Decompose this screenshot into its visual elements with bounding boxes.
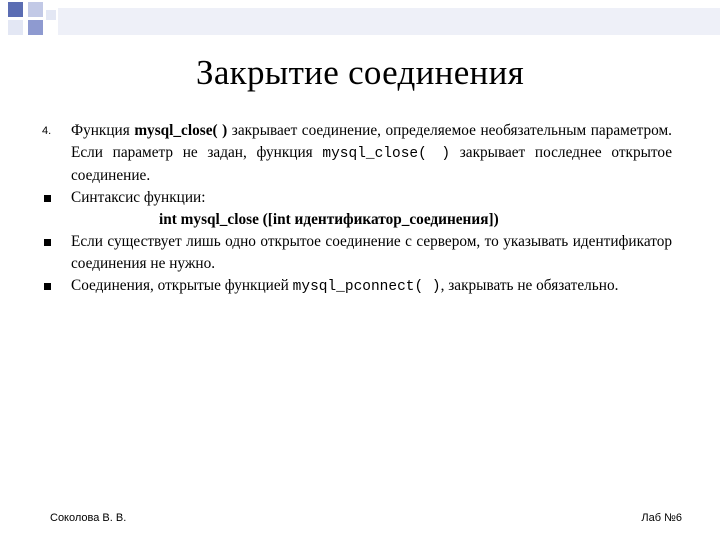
square-bullet-icon (44, 239, 51, 246)
item-text: Соединения, открытые функцией (71, 277, 293, 294)
function-name: mysql_close( ) (134, 122, 228, 139)
syntax-line (40, 209, 672, 231)
footer-lab-number: Лаб №6 (641, 512, 682, 524)
syntax-suffix: ) (493, 211, 499, 228)
list-item (40, 187, 672, 209)
item-text: , закрывать не обязательно. (440, 277, 619, 294)
item-text: Синтаксис функции: (71, 189, 206, 206)
header-stripe (58, 8, 720, 35)
syntax-prefix: int mysql_close ( (159, 211, 268, 228)
item-text: закрывает последнее открытое соединение. (71, 144, 672, 184)
item-text: Функция (71, 122, 135, 139)
code-snippet: mysql_close( ) (322, 146, 451, 162)
item-text: закрывает соединение, определяемое необязательным параметром. Если параметр не задан, функция (71, 122, 672, 161)
list-item (40, 275, 672, 298)
decorative-squares-header (0, 0, 720, 50)
slide-content (40, 120, 672, 298)
syntax-param: [int идентификатор_соединения] (267, 211, 494, 228)
square-bullet-icon (44, 283, 51, 290)
square-bullet-icon (44, 195, 51, 202)
list-number: 4. (42, 125, 52, 137)
slide-title: Закрытие соединения (196, 53, 524, 92)
list-item (40, 120, 672, 187)
code-snippet: mysql_pconnect( ) (292, 279, 441, 295)
list-item (40, 231, 672, 275)
item-text: Если существует лишь одно открытое соединение с сервером, то указывать идентификатор соединения не нужно. (71, 233, 672, 272)
footer-author: Соколова В. В. (50, 512, 127, 524)
